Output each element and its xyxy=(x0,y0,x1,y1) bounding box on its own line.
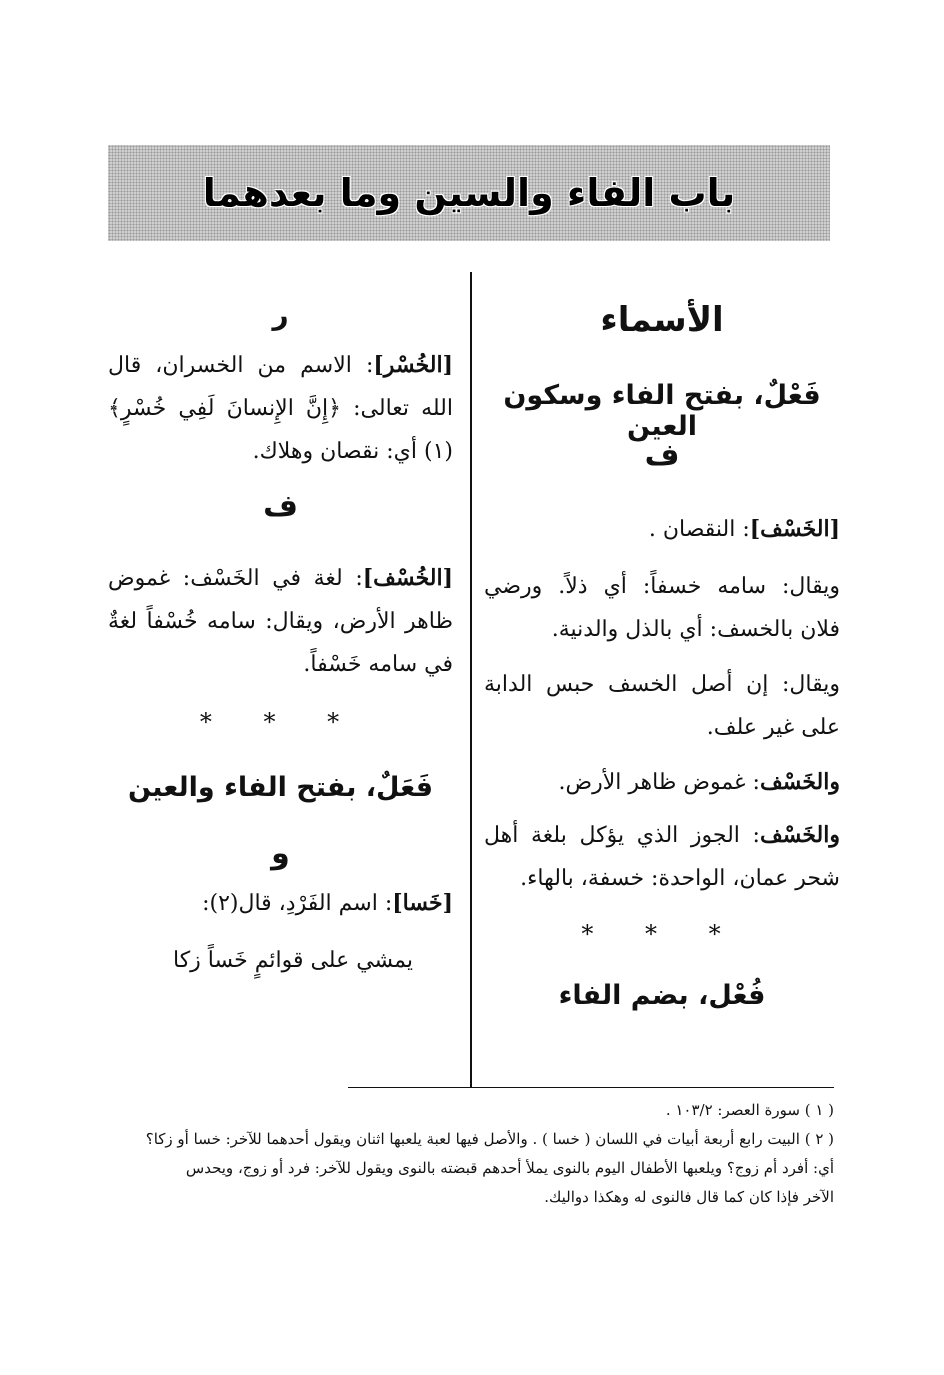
entry-text: : الاسم من الخسران، قال الله تعالى: ﴿إِنَّ الإِنسانَ لَفِي خُسْرٍ﴾(١) أي: نقصان وهلاك. xyxy=(108,353,453,464)
left-column xyxy=(108,290,453,1080)
entry-head: [الخُسْر] xyxy=(373,352,453,378)
entry-text: : غموض ظاهر الأرض. xyxy=(558,770,760,795)
entry-text: ويقال: سامه خسفاً: أي ذلاً. ورضي فلان بالخسف: أي بالذل والدنية. xyxy=(484,574,840,642)
entry-khasa xyxy=(108,882,453,925)
entry-khusr xyxy=(108,344,453,473)
entry-khasf-2 xyxy=(484,761,840,804)
entry-head: والخَسْف xyxy=(759,822,840,848)
entry-text: : الجوز الذي يؤكل بلغة أهل شحر عمان، الواحدة: خسفة، بالهاء. xyxy=(484,823,840,891)
entry-head: [الخُسْف] xyxy=(362,565,453,591)
letter-heading-r: ر xyxy=(272,298,289,331)
right-column xyxy=(484,290,840,1080)
entry-khasf-3 xyxy=(484,814,840,900)
separator-stars: * * * xyxy=(581,920,743,948)
entry-khusf xyxy=(108,557,453,686)
next-pattern-heading: فُعْل، بضم الفاء xyxy=(558,980,766,1011)
entry-head: [الخَسْف] xyxy=(749,516,840,542)
entry-paragraph xyxy=(484,565,840,651)
pattern-heading: فَعَلٌ، بفتح الفاء والعين xyxy=(127,772,434,803)
entry-text: : لغة في الخَسْف: غموض ظاهر الأرض، ويقال: سامه خُسْفاً لغةٌ في سامه خَسْفاً. xyxy=(108,566,453,677)
footnote-rule xyxy=(348,1087,834,1088)
letter-heading: ف xyxy=(644,438,680,473)
footnotes xyxy=(108,1096,834,1212)
footnote-2-cont: الآخر فإذا كان كما قال فالنوى له وهكذا دواليك. xyxy=(544,1188,834,1206)
entry-text: ويقال: إن أصل الخسف حبس الدابة على غير علف. xyxy=(484,672,840,740)
entry-head: [خَسا] xyxy=(392,890,453,916)
entry-paragraph xyxy=(484,663,840,749)
entry-text: : اسم الفَرْدِ، قال(٢): xyxy=(202,891,393,916)
letter-heading-w: و xyxy=(271,836,290,871)
letter-heading-f: ف xyxy=(263,489,298,524)
pattern-heading: فَعْلٌ، بفتح الفاء وسكون العين xyxy=(503,380,821,442)
chapter-banner xyxy=(108,145,830,241)
entry-text: : النقصان . xyxy=(648,517,750,542)
entry-head: والخَسْف xyxy=(759,769,840,795)
verse-line: يمشي على قوائمٍ خَساً زكا xyxy=(172,948,413,973)
footnote-2-cont: أي: أفرد أم زوج؟ ويلعبها الأطفال اليوم بالنوى يملأ أحدهم قبضته بالنوى ويقول للآخر: فرد أو زوج، ويحدس xyxy=(185,1159,834,1177)
column-divider xyxy=(470,272,472,1087)
separator-stars: * * * xyxy=(199,708,362,736)
section-heading: الأسماء xyxy=(600,300,724,340)
entry-khasf xyxy=(484,508,840,551)
footnote-1: ( ١ ) سورة العصر: ١٠٣/٢ . xyxy=(665,1101,834,1119)
chapter-title: باب الفاء والسين وما بعدهما xyxy=(202,171,736,215)
footnote-2: ( ٢ ) البيت رابع أربعة أبيات في اللسان ( خسا ) . والأصل فيها لعبة يلعبها اثنان ويقول أحدهما للآخر: خسا أو زكا؟ xyxy=(145,1130,834,1148)
